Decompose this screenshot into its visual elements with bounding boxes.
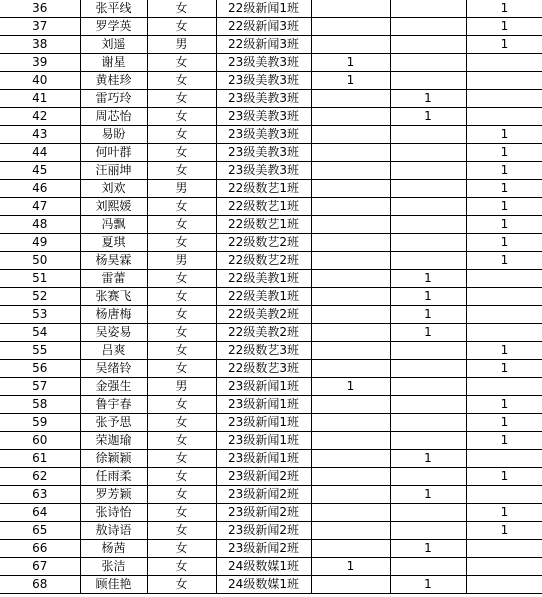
- cell-name[interactable]: 吴绪铃: [80, 360, 147, 378]
- cell-mark-c[interactable]: [466, 576, 542, 594]
- cell-mark-c[interactable]: 1: [466, 162, 542, 180]
- cell-class[interactable]: 23级新闻1班: [216, 432, 311, 450]
- cell-mark-b[interactable]: 1: [390, 324, 466, 342]
- cell-gender[interactable]: 女: [147, 126, 216, 144]
- cell-mark-a[interactable]: [311, 270, 390, 288]
- cell-mark-b[interactable]: [390, 378, 466, 396]
- cell-name[interactable]: 顾佳艳: [80, 576, 147, 594]
- cell-number[interactable]: 60: [0, 432, 80, 450]
- cell-mark-b[interactable]: 1: [390, 450, 466, 468]
- cell-number[interactable]: 50: [0, 252, 80, 270]
- table-row: [0, 378, 542, 396]
- cell-number[interactable]: 67: [0, 558, 80, 576]
- cell-name[interactable]: 罗学英: [80, 18, 147, 36]
- cell-class[interactable]: 23级新闻1班: [216, 450, 311, 468]
- cell-mark-b[interactable]: [390, 342, 466, 360]
- cell-class[interactable]: 22级数艺1班: [216, 216, 311, 234]
- cell-gender[interactable]: 女: [147, 540, 216, 558]
- cell-gender[interactable]: 女: [147, 468, 216, 486]
- cell-class[interactable]: 23级美教3班: [216, 108, 311, 126]
- cell-gender[interactable]: 女: [147, 432, 216, 450]
- cell-mark-c[interactable]: [466, 270, 542, 288]
- cell-mark-a[interactable]: [311, 198, 390, 216]
- table-row: [0, 558, 542, 576]
- cell-number[interactable]: 54: [0, 324, 80, 342]
- table-row: [0, 540, 542, 558]
- cell-name[interactable]: 罗芳颖: [80, 486, 147, 504]
- cell-mark-b[interactable]: [390, 252, 466, 270]
- table-row: [0, 324, 542, 342]
- cell-mark-c[interactable]: [466, 378, 542, 396]
- cell-number[interactable]: 38: [0, 36, 80, 54]
- cell-gender[interactable]: 女: [147, 576, 216, 594]
- cell-name[interactable]: 任雨柔: [80, 468, 147, 486]
- table-row: [0, 306, 542, 324]
- cell-mark-c[interactable]: 1: [466, 522, 542, 540]
- cell-class[interactable]: 23级新闻2班: [216, 468, 311, 486]
- table-row: [0, 288, 542, 306]
- cell-gender[interactable]: 女: [147, 270, 216, 288]
- cell-number[interactable]: 65: [0, 522, 80, 540]
- cell-mark-c[interactable]: [466, 72, 542, 90]
- table-row: [0, 504, 542, 522]
- cell-gender[interactable]: 女: [147, 198, 216, 216]
- cell-name[interactable]: 雷巧玲: [80, 90, 147, 108]
- cell-mark-b[interactable]: [390, 558, 466, 576]
- cell-mark-c[interactable]: 1: [466, 468, 542, 486]
- cell-name[interactable]: 敖诗语: [80, 522, 147, 540]
- cell-number[interactable]: 36: [0, 0, 80, 18]
- cell-mark-a[interactable]: [311, 36, 390, 54]
- cell-class[interactable]: 22级数艺3班: [216, 342, 311, 360]
- cell-gender[interactable]: 女: [147, 522, 216, 540]
- cell-class[interactable]: 23级美教3班: [216, 144, 311, 162]
- cell-gender[interactable]: 女: [147, 72, 216, 90]
- cell-mark-a[interactable]: [311, 126, 390, 144]
- cell-mark-c[interactable]: [466, 306, 542, 324]
- cell-number[interactable]: 52: [0, 288, 80, 306]
- cell-class[interactable]: 23级新闻2班: [216, 486, 311, 504]
- cell-gender[interactable]: 女: [147, 558, 216, 576]
- cell-gender[interactable]: 女: [147, 216, 216, 234]
- table-row: [0, 234, 542, 252]
- cell-name[interactable]: 张予思: [80, 414, 147, 432]
- cell-mark-b[interactable]: [390, 414, 466, 432]
- cell-mark-a[interactable]: [311, 288, 390, 306]
- cell-gender[interactable]: 女: [147, 342, 216, 360]
- cell-name[interactable]: 杨昊霖: [80, 252, 147, 270]
- cell-number[interactable]: 45: [0, 162, 80, 180]
- cell-number[interactable]: 51: [0, 270, 80, 288]
- cell-mark-a[interactable]: [311, 432, 390, 450]
- table-row: [0, 576, 542, 594]
- cell-gender[interactable]: 男: [147, 252, 216, 270]
- cell-mark-a[interactable]: [311, 414, 390, 432]
- cell-name[interactable]: 张洁: [80, 558, 147, 576]
- cell-number[interactable]: 62: [0, 468, 80, 486]
- cell-mark-b[interactable]: 1: [390, 90, 466, 108]
- cell-gender[interactable]: 女: [147, 288, 216, 306]
- cell-mark-a[interactable]: [311, 468, 390, 486]
- cell-mark-c[interactable]: [466, 558, 542, 576]
- cell-mark-b[interactable]: [390, 144, 466, 162]
- cell-mark-c[interactable]: 1: [466, 0, 542, 18]
- cell-mark-c[interactable]: [466, 54, 542, 72]
- cell-gender[interactable]: 女: [147, 324, 216, 342]
- table-row: [0, 18, 542, 36]
- cell-mark-b[interactable]: [390, 522, 466, 540]
- cell-class[interactable]: 23级美教3班: [216, 90, 311, 108]
- cell-mark-b[interactable]: [390, 72, 466, 90]
- cell-number[interactable]: 64: [0, 504, 80, 522]
- cell-mark-b[interactable]: 1: [390, 576, 466, 594]
- cell-name[interactable]: 刘欢: [80, 180, 147, 198]
- cell-number[interactable]: 49: [0, 234, 80, 252]
- cell-mark-b[interactable]: [390, 162, 466, 180]
- table-row: [0, 432, 542, 450]
- cell-mark-c[interactable]: 1: [466, 18, 542, 36]
- table-row: [0, 450, 542, 468]
- cell-mark-a[interactable]: [311, 90, 390, 108]
- cell-name[interactable]: 刘遥: [80, 36, 147, 54]
- table-row: [0, 180, 542, 198]
- cell-number[interactable]: 63: [0, 486, 80, 504]
- cell-number[interactable]: 61: [0, 450, 80, 468]
- cell-mark-c[interactable]: 1: [466, 216, 542, 234]
- cell-class[interactable]: 23级新闻2班: [216, 540, 311, 558]
- table-row: [0, 252, 542, 270]
- cell-gender[interactable]: 女: [147, 234, 216, 252]
- cell-name[interactable]: 周芯怡: [80, 108, 147, 126]
- cell-class[interactable]: 23级新闻1班: [216, 414, 311, 432]
- cell-mark-b[interactable]: 1: [390, 288, 466, 306]
- cell-mark-b[interactable]: [390, 198, 466, 216]
- cell-class[interactable]: 23级美教3班: [216, 72, 311, 90]
- cell-mark-a[interactable]: [311, 306, 390, 324]
- cell-mark-a[interactable]: [311, 522, 390, 540]
- cell-mark-c[interactable]: [466, 288, 542, 306]
- cell-name[interactable]: 夏琪: [80, 234, 147, 252]
- cell-mark-b[interactable]: 1: [390, 270, 466, 288]
- cell-mark-a[interactable]: [311, 18, 390, 36]
- cell-class[interactable]: 22级新闻1班: [216, 0, 311, 18]
- cell-number[interactable]: 55: [0, 342, 80, 360]
- cell-mark-a[interactable]: [311, 360, 390, 378]
- cell-gender[interactable]: 女: [147, 90, 216, 108]
- cell-class[interactable]: 23级美教3班: [216, 162, 311, 180]
- cell-mark-b[interactable]: [390, 504, 466, 522]
- cell-mark-a[interactable]: [311, 486, 390, 504]
- cell-mark-a[interactable]: [311, 234, 390, 252]
- cell-name[interactable]: 刘熙媛: [80, 198, 147, 216]
- cell-number[interactable]: 59: [0, 414, 80, 432]
- cell-mark-a[interactable]: 1: [311, 378, 390, 396]
- cell-mark-b[interactable]: [390, 180, 466, 198]
- cell-mark-b[interactable]: [390, 126, 466, 144]
- cell-mark-c[interactable]: 1: [466, 360, 542, 378]
- cell-mark-a[interactable]: [311, 108, 390, 126]
- cell-gender[interactable]: 女: [147, 360, 216, 378]
- cell-mark-a[interactable]: [311, 324, 390, 342]
- cell-name[interactable]: 张赛飞: [80, 288, 147, 306]
- cell-number[interactable]: 57: [0, 378, 80, 396]
- table-row: [0, 54, 542, 72]
- cell-class[interactable]: 23级新闻1班: [216, 396, 311, 414]
- cell-mark-c[interactable]: 1: [466, 126, 542, 144]
- table-row: [0, 0, 542, 18]
- cell-number[interactable]: 37: [0, 18, 80, 36]
- cell-class[interactable]: 22级数艺2班: [216, 252, 311, 270]
- cell-mark-a[interactable]: [311, 540, 390, 558]
- cell-mark-a[interactable]: 1: [311, 72, 390, 90]
- table-row: [0, 468, 542, 486]
- cell-mark-a[interactable]: [311, 342, 390, 360]
- cell-gender[interactable]: 女: [147, 504, 216, 522]
- cell-mark-b[interactable]: [390, 396, 466, 414]
- cell-number[interactable]: 53: [0, 306, 80, 324]
- cell-name[interactable]: 吕爽: [80, 342, 147, 360]
- cell-mark-b[interactable]: 1: [390, 306, 466, 324]
- cell-mark-b[interactable]: [390, 54, 466, 72]
- cell-gender[interactable]: 女: [147, 396, 216, 414]
- cell-class[interactable]: 22级美教2班: [216, 306, 311, 324]
- cell-mark-b[interactable]: 1: [390, 540, 466, 558]
- cell-class[interactable]: 22级数艺1班: [216, 180, 311, 198]
- cell-mark-a[interactable]: [311, 180, 390, 198]
- table-row: [0, 522, 542, 540]
- table-row: [0, 216, 542, 234]
- cell-mark-c[interactable]: 1: [466, 180, 542, 198]
- cell-class[interactable]: 22级新闻3班: [216, 36, 311, 54]
- cell-mark-a[interactable]: [311, 450, 390, 468]
- cell-mark-c[interactable]: 1: [466, 414, 542, 432]
- cell-gender[interactable]: 女: [147, 144, 216, 162]
- cell-mark-c[interactable]: 1: [466, 234, 542, 252]
- cell-mark-c[interactable]: [466, 324, 542, 342]
- cell-mark-a[interactable]: [311, 576, 390, 594]
- cell-gender[interactable]: 女: [147, 414, 216, 432]
- cell-gender[interactable]: 女: [147, 108, 216, 126]
- cell-gender[interactable]: 男: [147, 36, 216, 54]
- cell-name[interactable]: 张平线: [80, 0, 147, 18]
- cell-mark-c[interactable]: 1: [466, 198, 542, 216]
- cell-mark-c[interactable]: 1: [466, 342, 542, 360]
- cell-number[interactable]: 40: [0, 72, 80, 90]
- cell-mark-b[interactable]: 1: [390, 486, 466, 504]
- cell-number[interactable]: 58: [0, 396, 80, 414]
- cell-number[interactable]: 68: [0, 576, 80, 594]
- cell-name[interactable]: 张诗怡: [80, 504, 147, 522]
- cell-mark-c[interactable]: 1: [466, 504, 542, 522]
- cell-class[interactable]: 22级美教1班: [216, 288, 311, 306]
- table-row: [0, 144, 542, 162]
- table-row: [0, 108, 542, 126]
- cell-class[interactable]: 23级新闻1班: [216, 378, 311, 396]
- cell-mark-c[interactable]: 1: [466, 432, 542, 450]
- cell-gender[interactable]: 女: [147, 0, 216, 18]
- cell-gender[interactable]: 女: [147, 162, 216, 180]
- table-row: [0, 90, 542, 108]
- cell-number[interactable]: 43: [0, 126, 80, 144]
- cell-gender[interactable]: 女: [147, 54, 216, 72]
- cell-name[interactable]: 冯飘: [80, 216, 147, 234]
- cell-name[interactable]: 雷蕾: [80, 270, 147, 288]
- cell-class[interactable]: 22级数艺3班: [216, 360, 311, 378]
- cell-name[interactable]: 吴姿易: [80, 324, 147, 342]
- cell-mark-a[interactable]: 1: [311, 558, 390, 576]
- cell-number[interactable]: 46: [0, 180, 80, 198]
- cell-gender[interactable]: 男: [147, 180, 216, 198]
- cell-number[interactable]: 41: [0, 90, 80, 108]
- cell-name[interactable]: 金强生: [80, 378, 147, 396]
- cell-mark-c[interactable]: [466, 486, 542, 504]
- cell-name[interactable]: 易盼: [80, 126, 147, 144]
- cell-name[interactable]: 荣迦瑜: [80, 432, 147, 450]
- cell-mark-c[interactable]: [466, 450, 542, 468]
- table-row: [0, 270, 542, 288]
- cell-class[interactable]: 24级数媒1班: [216, 558, 311, 576]
- cell-class[interactable]: 22级新闻3班: [216, 18, 311, 36]
- cell-mark-b[interactable]: 1: [390, 108, 466, 126]
- table-row: [0, 162, 542, 180]
- table-row: [0, 36, 542, 54]
- cell-gender[interactable]: 女: [147, 18, 216, 36]
- cell-mark-a[interactable]: [311, 0, 390, 18]
- cell-mark-c[interactable]: [466, 90, 542, 108]
- cell-mark-c[interactable]: 1: [466, 144, 542, 162]
- cell-name[interactable]: 汪丽坤: [80, 162, 147, 180]
- cell-mark-b[interactable]: [390, 468, 466, 486]
- cell-mark-b[interactable]: [390, 0, 466, 18]
- cell-number[interactable]: 47: [0, 198, 80, 216]
- cell-class[interactable]: 22级数艺2班: [216, 234, 311, 252]
- cell-name[interactable]: 谢星: [80, 54, 147, 72]
- cell-gender[interactable]: 女: [147, 486, 216, 504]
- table-row: [0, 360, 542, 378]
- cell-gender[interactable]: 女: [147, 306, 216, 324]
- cell-mark-a[interactable]: [311, 162, 390, 180]
- cell-mark-c[interactable]: 1: [466, 36, 542, 54]
- cell-mark-b[interactable]: [390, 18, 466, 36]
- cell-class[interactable]: 23级新闻2班: [216, 522, 311, 540]
- cell-mark-a[interactable]: [311, 144, 390, 162]
- table-row: [0, 396, 542, 414]
- cell-mark-a[interactable]: [311, 216, 390, 234]
- cell-number[interactable]: 56: [0, 360, 80, 378]
- cell-class[interactable]: 22级美教1班: [216, 270, 311, 288]
- table-row: [0, 486, 542, 504]
- cell-name[interactable]: 杨茜: [80, 540, 147, 558]
- cell-name[interactable]: 鲁宇春: [80, 396, 147, 414]
- cell-name[interactable]: 杨唐梅: [80, 306, 147, 324]
- cell-number[interactable]: 44: [0, 144, 80, 162]
- cell-class[interactable]: 22级数艺1班: [216, 198, 311, 216]
- table-row: [0, 126, 542, 144]
- cell-class[interactable]: 23级新闻2班: [216, 504, 311, 522]
- cell-name[interactable]: 徐颖颖: [80, 450, 147, 468]
- cell-name[interactable]: 黄桂珍: [80, 72, 147, 90]
- table-row: [0, 414, 542, 432]
- cell-mark-b[interactable]: [390, 432, 466, 450]
- cell-mark-b[interactable]: [390, 216, 466, 234]
- cell-mark-a[interactable]: [311, 396, 390, 414]
- cell-name[interactable]: 何叶群: [80, 144, 147, 162]
- cell-mark-b[interactable]: [390, 234, 466, 252]
- cell-gender[interactable]: 女: [147, 450, 216, 468]
- cell-number[interactable]: 66: [0, 540, 80, 558]
- cell-mark-c[interactable]: 1: [466, 252, 542, 270]
- table-row: [0, 72, 542, 90]
- cell-class[interactable]: 23级美教3班: [216, 126, 311, 144]
- cell-mark-c[interactable]: 1: [466, 396, 542, 414]
- cell-number[interactable]: 48: [0, 216, 80, 234]
- cell-class[interactable]: 22级美教2班: [216, 324, 311, 342]
- cell-mark-b[interactable]: [390, 360, 466, 378]
- cell-mark-c[interactable]: [466, 540, 542, 558]
- cell-mark-a[interactable]: [311, 252, 390, 270]
- cell-mark-b[interactable]: [390, 36, 466, 54]
- cell-mark-a[interactable]: 1: [311, 54, 390, 72]
- cell-mark-a[interactable]: [311, 504, 390, 522]
- cell-class[interactable]: 23级美教3班: [216, 54, 311, 72]
- cell-class[interactable]: 24级数媒1班: [216, 576, 311, 594]
- cell-mark-c[interactable]: [466, 108, 542, 126]
- cell-gender[interactable]: 男: [147, 378, 216, 396]
- table-row: [0, 198, 542, 216]
- table-row: [0, 342, 542, 360]
- cell-number[interactable]: 42: [0, 108, 80, 126]
- cell-number[interactable]: 39: [0, 54, 80, 72]
